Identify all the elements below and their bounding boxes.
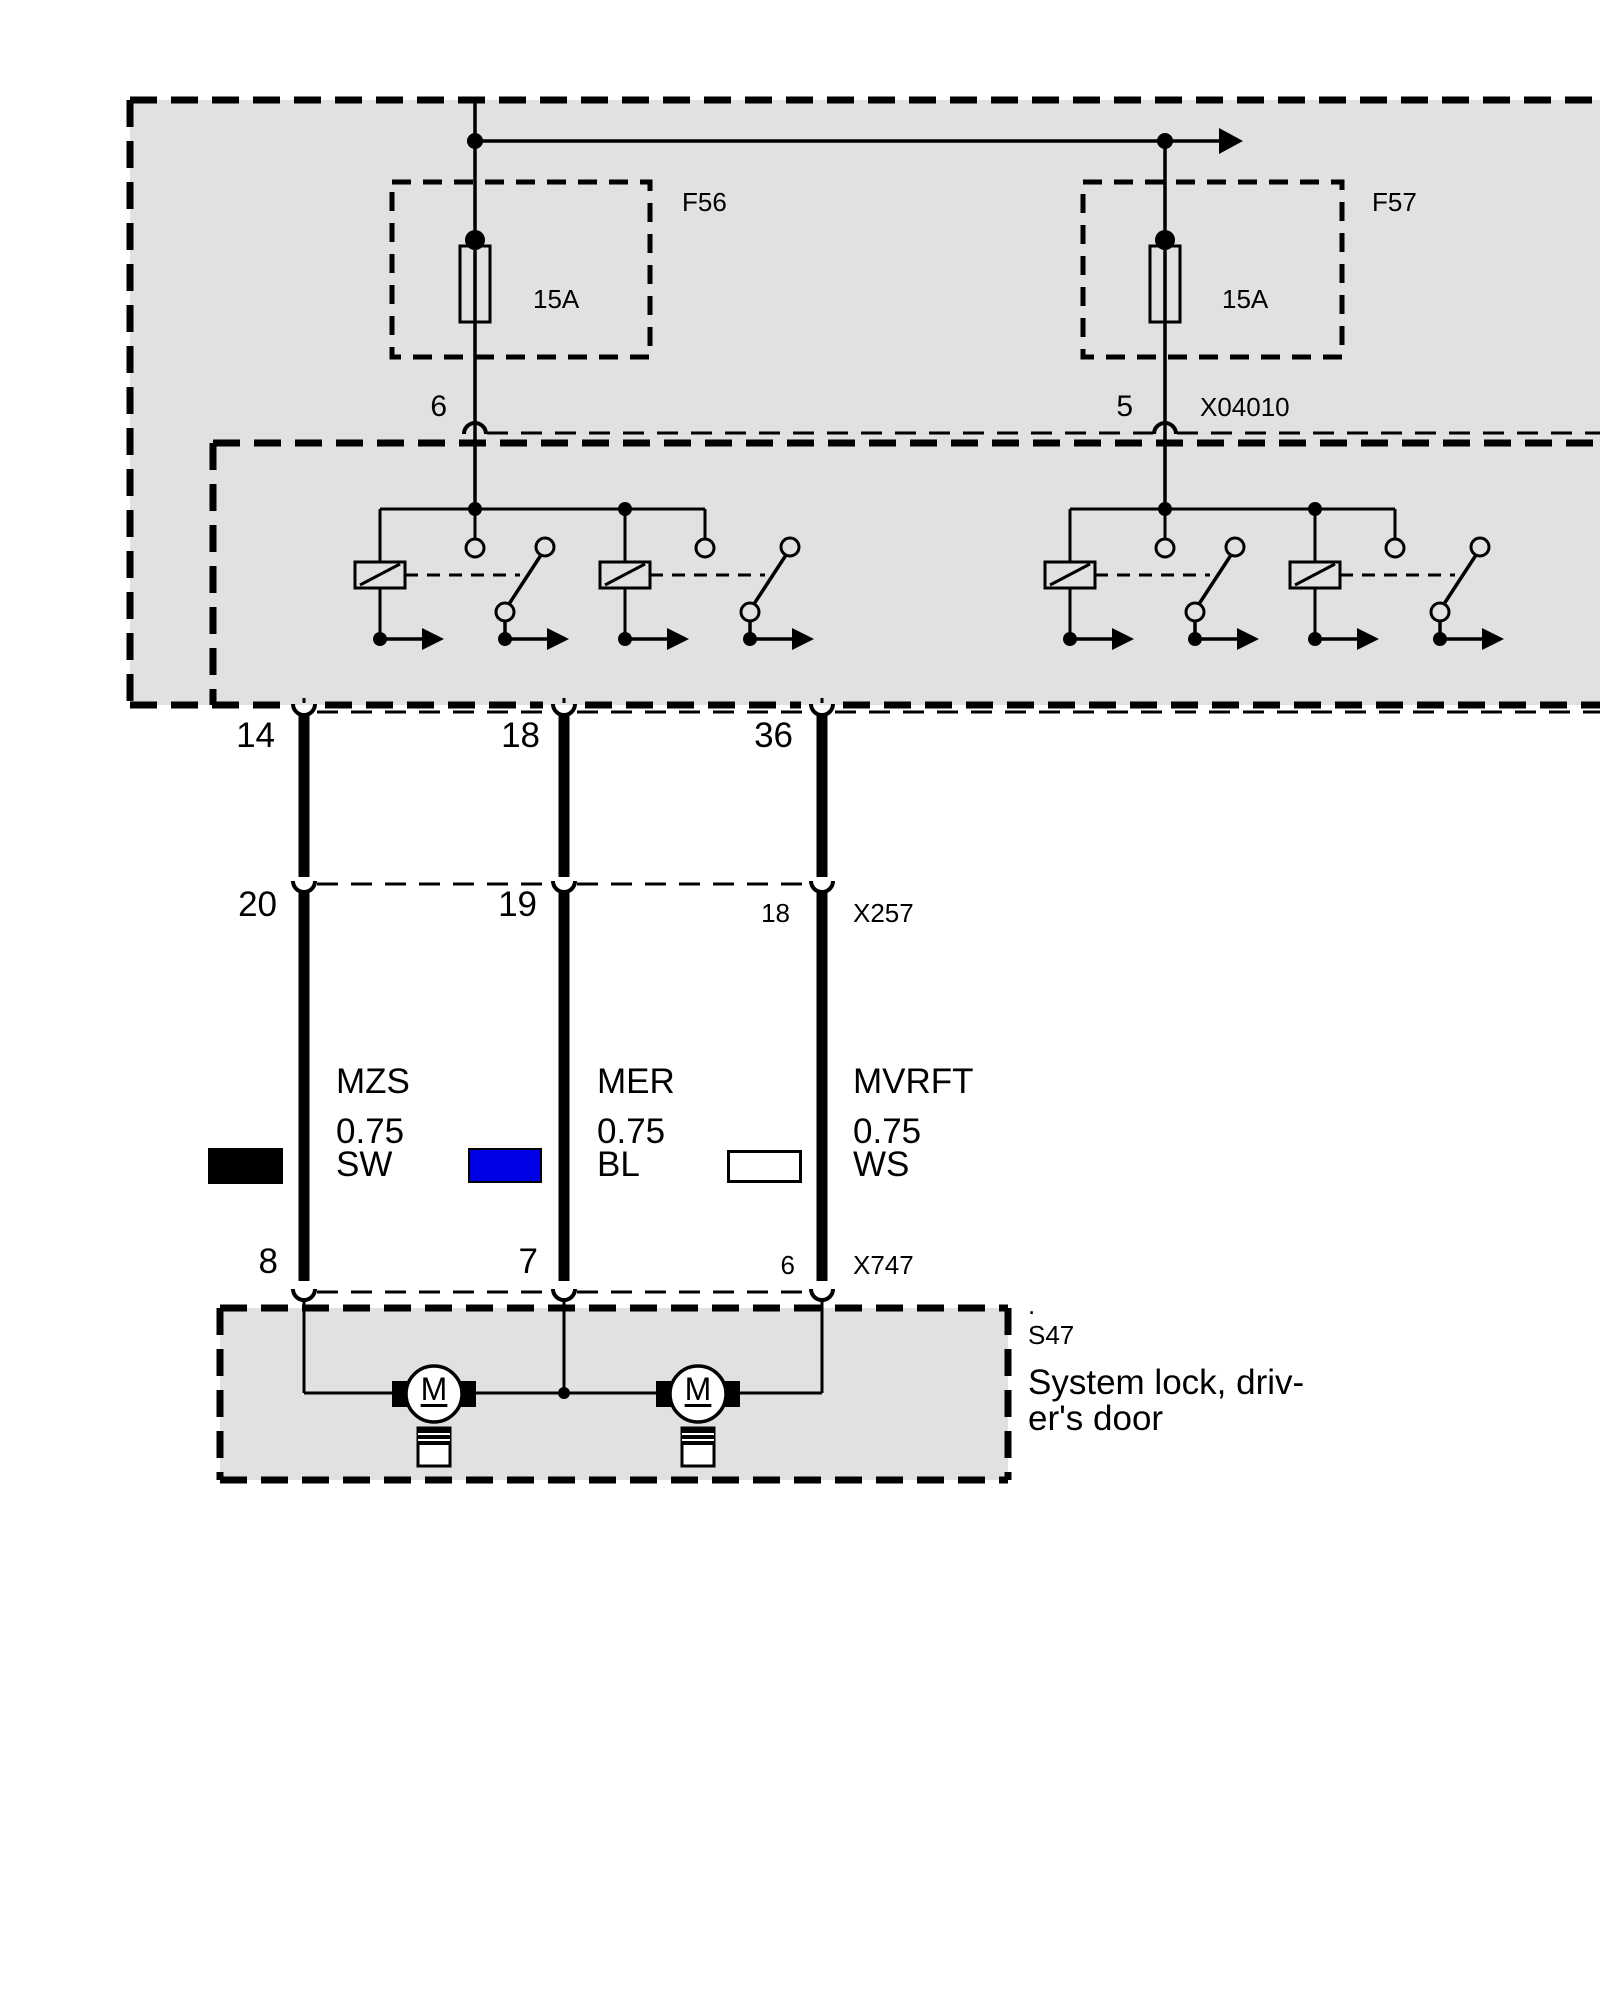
x747-connector-label: X747 — [853, 1250, 914, 1280]
junction-dot — [468, 502, 482, 516]
s47-dot-marker: . — [1028, 1290, 1036, 1320]
fuse-f56-rating: 15A — [533, 284, 580, 314]
harness-wires — [304, 698, 822, 1281]
exit-pin36-arc-icon — [811, 704, 833, 715]
x04010-connector-label: X04010 — [1200, 392, 1290, 422]
x747-pin7-arc-icon — [553, 1289, 575, 1300]
x257-pin18-arc-icon — [811, 881, 833, 892]
exit-pin18-arc-icon — [553, 704, 575, 715]
junction-dot — [467, 133, 483, 149]
wire-color-swatch-black — [208, 1148, 283, 1184]
x747-pin-6-label: 6 — [780, 1250, 795, 1280]
x257-pin20-arc-icon — [293, 881, 315, 892]
wire-mzs-name: MZS — [336, 1062, 410, 1101]
x747-pin8-arc-icon — [293, 1289, 315, 1300]
fuse-f56-label: F56 — [682, 187, 727, 217]
wire-color-swatch-blue — [468, 1148, 542, 1183]
module-pin-18-label: 18 — [501, 716, 540, 755]
wire-mvrft-gauge: 0.75 — [853, 1112, 922, 1151]
x257-pin-20-label: 20 — [238, 885, 277, 924]
lock-actuator-icon — [682, 1428, 714, 1466]
wire-mer-color-code: BL — [597, 1145, 640, 1184]
s47-description-line2: er's door — [1028, 1399, 1164, 1438]
motor-1-letter: M — [420, 1371, 448, 1407]
x257-connector-label: X257 — [853, 898, 914, 928]
lock-stripes — [682, 1428, 714, 1445]
wire-mvrft-color-code: WS — [853, 1145, 910, 1184]
x257-pin-18-label: 18 — [761, 898, 790, 928]
x747-pin-8-label: 8 — [258, 1242, 278, 1281]
wire-mzs-gauge: 0.75 — [336, 1112, 405, 1151]
wire-mer-name: MER — [597, 1062, 675, 1101]
s47-code-label: S47 — [1028, 1320, 1075, 1350]
x257-pin-19-label: 19 — [498, 885, 537, 924]
x04010-pin5-label: 5 — [1116, 390, 1133, 423]
wire-color-swatch-white — [727, 1150, 802, 1183]
wire-mzs-color-code: SW — [336, 1145, 393, 1184]
junction-dot — [1308, 502, 1322, 516]
fuse-f57-rating: 15A — [1222, 284, 1269, 314]
motor-2-letter: M — [684, 1371, 712, 1407]
x257-pin19-arc-icon — [553, 881, 575, 892]
x747-pin6-arc-icon — [811, 1289, 833, 1300]
lock-stripes — [418, 1428, 450, 1445]
x04010-pin6-label: 6 — [430, 390, 447, 423]
module-pin-14-label: 14 — [236, 716, 275, 755]
junction-dot — [1158, 502, 1172, 516]
junction-dot — [558, 1387, 570, 1399]
fuse-f57-label: F57 — [1372, 187, 1417, 217]
module-pin-36-label: 36 — [754, 716, 793, 755]
wire-mer-gauge: 0.75 — [597, 1112, 666, 1151]
wire-mvrft-name: MVRFT — [853, 1062, 974, 1101]
x747-pin-7-label: 7 — [518, 1242, 538, 1281]
s47-description-line1: System lock, driv- — [1028, 1363, 1305, 1402]
lock-actuator-icon — [418, 1428, 450, 1466]
exit-pin14-arc-icon — [293, 704, 315, 715]
junction-dot — [1157, 133, 1173, 149]
junction-dot — [618, 502, 632, 516]
